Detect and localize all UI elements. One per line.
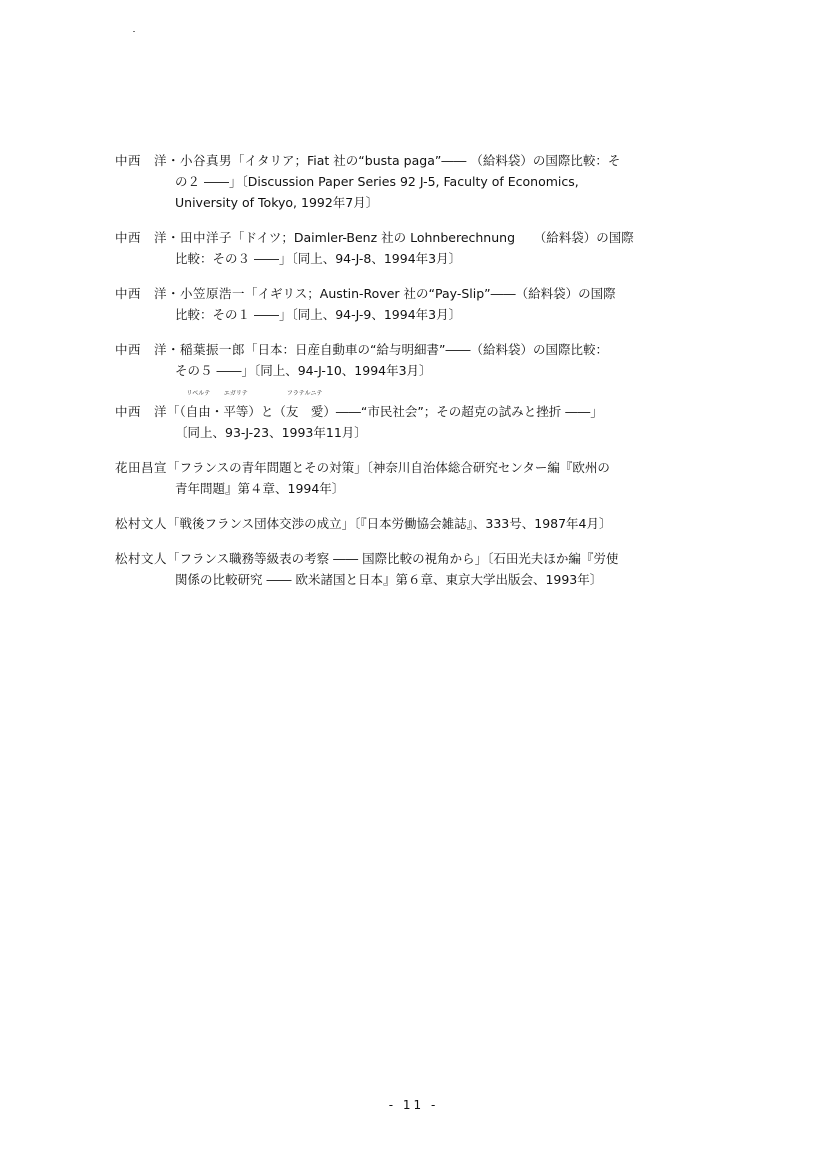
reference-continuation: University of Tokyo, 1992年7月〕	[175, 195, 379, 210]
reference-author: 松村文人	[115, 551, 168, 566]
ruby-reading: エガリテ	[223, 390, 248, 397]
ruby-reading: フラテルニテ	[286, 390, 323, 397]
ruby-word-egalite: 平等 エガリテ	[223, 390, 249, 419]
reference-author: 中西 洋・小笠原浩一	[115, 286, 246, 301]
reference-author: 中西 洋	[115, 404, 168, 419]
reference-entry	[115, 227, 765, 269]
reference-continuation: 〔同上、93-J-23、1993年11月〕	[175, 425, 367, 440]
reference-text: 「日本：日産自動車の“給与明細書”――（給料袋）の国際比較：	[245, 342, 608, 357]
ruby-word-liberte: 自由 リベルテ	[185, 390, 211, 419]
reference-text: 「イタリア；Fiat 社の“busta paga”―― （給料袋）の国際比較：そ	[232, 153, 621, 168]
reference-continuation: 青年問題』第４章、1994年〕	[175, 481, 345, 496]
reference-author: 中西 洋・稲葉振一郎	[115, 342, 246, 357]
scan-speck	[133, 31, 135, 32]
reference-entry	[115, 513, 765, 534]
reference-entry	[115, 457, 765, 499]
reference-entry	[115, 339, 765, 381]
reference-entry	[115, 283, 765, 325]
ruby-word-fraternite: 友 愛 フラテルニテ	[285, 390, 324, 419]
reference-entry	[115, 390, 765, 443]
reference-author: 松村文人	[115, 516, 168, 531]
reference-continuation: 関係の比較研究 ―― 欧米諸国と日本』第６章、東京大学出版会、1993年〕	[175, 572, 603, 587]
reference-continuation: 比較：その１ ――」〔同上、94-J-9、1994年3月〕	[175, 307, 462, 322]
page-number: - 11 -	[388, 1098, 439, 1112]
reference-text: 「（自由 リベルテ ・平等 エガリテ ）と（友 愛 フラテルニテ ）――“市民社会”；その超克の試みと挫折 ――」	[167, 404, 603, 419]
reference-continuation: 比較：その３ ――」〔同上、94-J-8、1994年3月〕	[175, 251, 462, 266]
reference-continuation: の２ ――」〔Discussion Paper Series 92 J-5, Faculty of Economics,	[175, 174, 579, 189]
reference-entry	[115, 150, 765, 213]
reference-continuation: その５ ――」〔同上、94-J-10、1994年3月〕	[175, 363, 432, 378]
reference-text: 「戦後フランス団体交渉の成立」〔『日本労働協会雑誌』、333号、1987年4月〕	[167, 516, 612, 531]
reference-author: 中西 洋・小谷真男	[115, 153, 233, 168]
reference-author: 花田昌宣	[115, 460, 168, 475]
reference-author: 中西 洋・田中洋子	[115, 230, 233, 245]
reference-list	[115, 150, 765, 604]
reference-text: 「フランスの青年問題とその対策」〔神奈川自治体総合研究センター編『欧州の	[167, 460, 610, 475]
reference-entry	[115, 548, 765, 590]
reference-text: 「ドイツ；Daimler-Benz 社の Lohnberechnung （給料袋）の国際	[232, 230, 634, 245]
reference-text: 「フランス職務等級表の考察 ―― 国際比較の視角から」〔石田光夫ほか編『労使	[167, 551, 619, 566]
ruby-reading: リベルテ	[186, 390, 211, 397]
reference-text: 「イギリス；Austin-Rover 社の“Pay-Slip”――（給料袋）の国際	[245, 286, 616, 301]
